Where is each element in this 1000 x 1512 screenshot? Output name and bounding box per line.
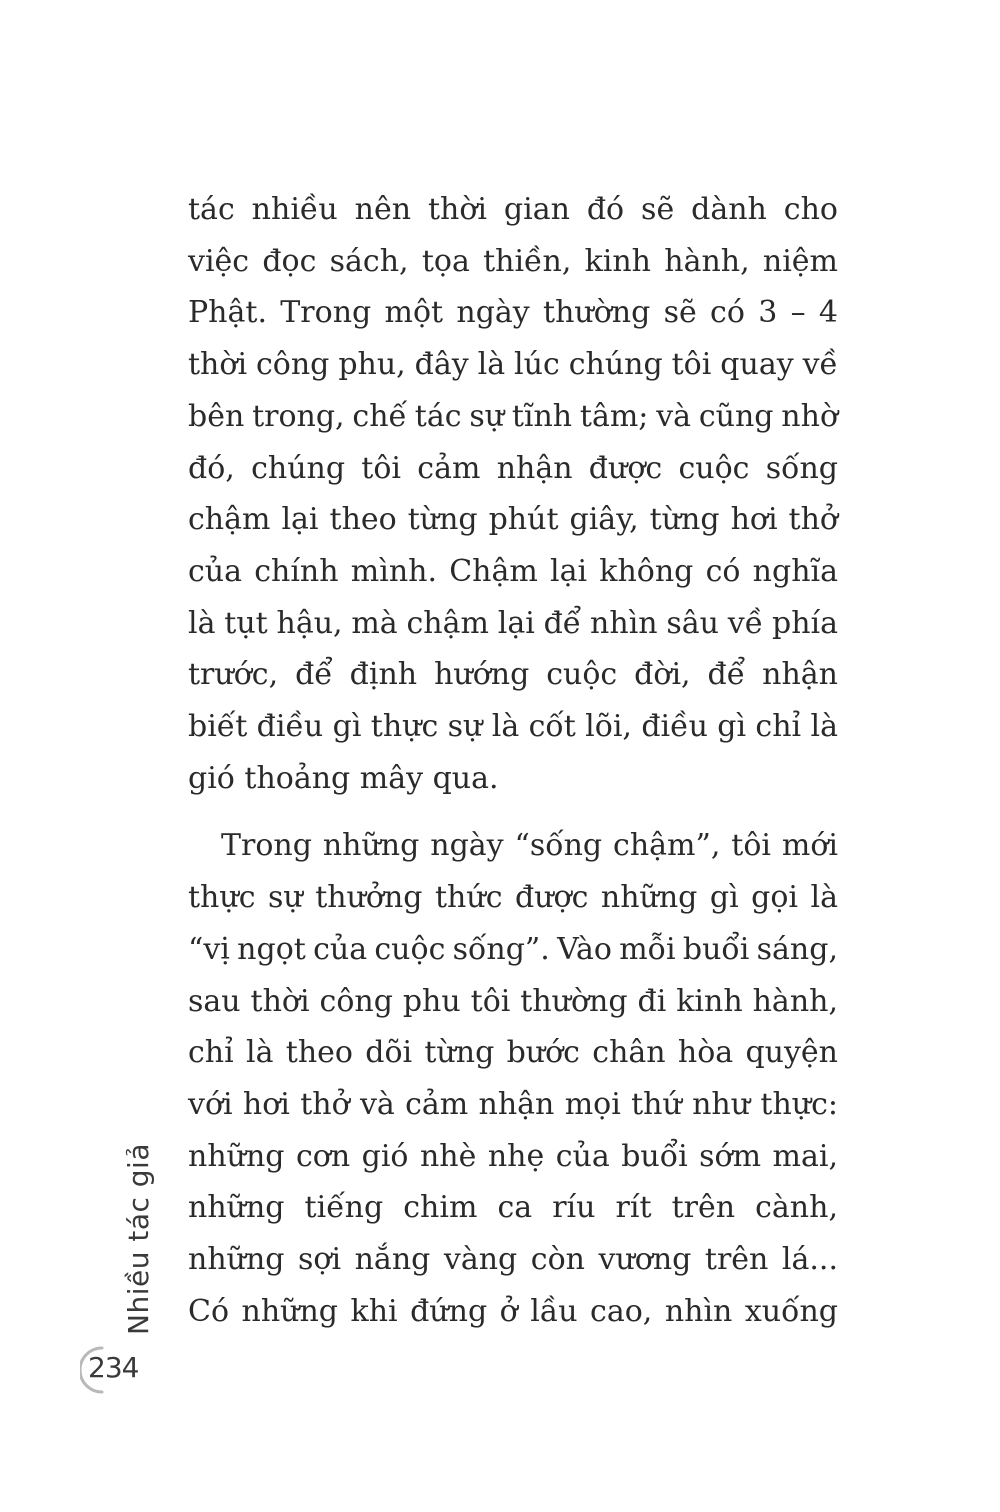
paragraph-1 [188,184,838,804]
text-line: Trong những ngày “sống chậm”, tôi mới [221,828,838,864]
text-line: của chính mình. Chậm lại không có nghĩa [188,553,838,589]
text-line: những tiếng chim ca ríu rít trên cành, [188,1190,838,1226]
text-line: những sợi nắng vàng còn vương trên lá... [188,1242,838,1278]
text-line: với hơi thở và cảm nhận mọi thứ như thực: [188,1086,838,1122]
text-line: Có những khi đứng ở lầu cao, nhìn xuống [188,1293,838,1329]
text-line: “vị ngọt của cuộc sống”. Vào mỗi buổi sáng, [188,931,838,967]
text-line: thời công phu, đây là lúc chúng tôi quay về [188,347,839,383]
running-head: Nhiều tác giả [122,1143,155,1335]
text-line: việc đọc sách, tọa thiền, kinh hành, niệm [188,243,838,279]
text-line: bên trong, chế tác sự tĩnh tâm; và cũng nhờ [188,398,838,434]
text-line: trước, để định hướng cuộc đời, để nhận [188,657,838,693]
paragraph-2 [188,820,838,1337]
text-line: tác nhiều nên thời gian đó sẽ dành cho [188,192,838,227]
text-line: chậm lại theo từng phút giây, từng hơi thở [188,502,838,538]
text-line: đó, chúng tôi cảm nhận được cuộc sống [188,450,838,486]
page-number: 234 [88,1351,139,1384]
text-line: gió thoảng mây qua. [188,760,499,796]
text-line: là tụt hậu, mà chậm lại để nhìn sâu về phía [188,605,838,641]
text-line: chỉ là theo dõi từng bước chân hòa quyện [188,1035,838,1071]
text-line: biết điều gì thực sự là cốt lõi, điều gì chỉ là [188,709,838,745]
text-line: những cơn gió nhè nhẹ của buổi sớm mai, [188,1138,838,1174]
page-number-block [80,1345,139,1395]
text-line: sau thời công phu tôi thường đi kinh hành, [188,983,838,1019]
body-text [188,184,838,1337]
text-line: Phật. Trong một ngày thường sẽ có 3 – 4 [188,295,838,331]
text-line: thực sự thưởng thức được những gì gọi là [188,880,838,916]
